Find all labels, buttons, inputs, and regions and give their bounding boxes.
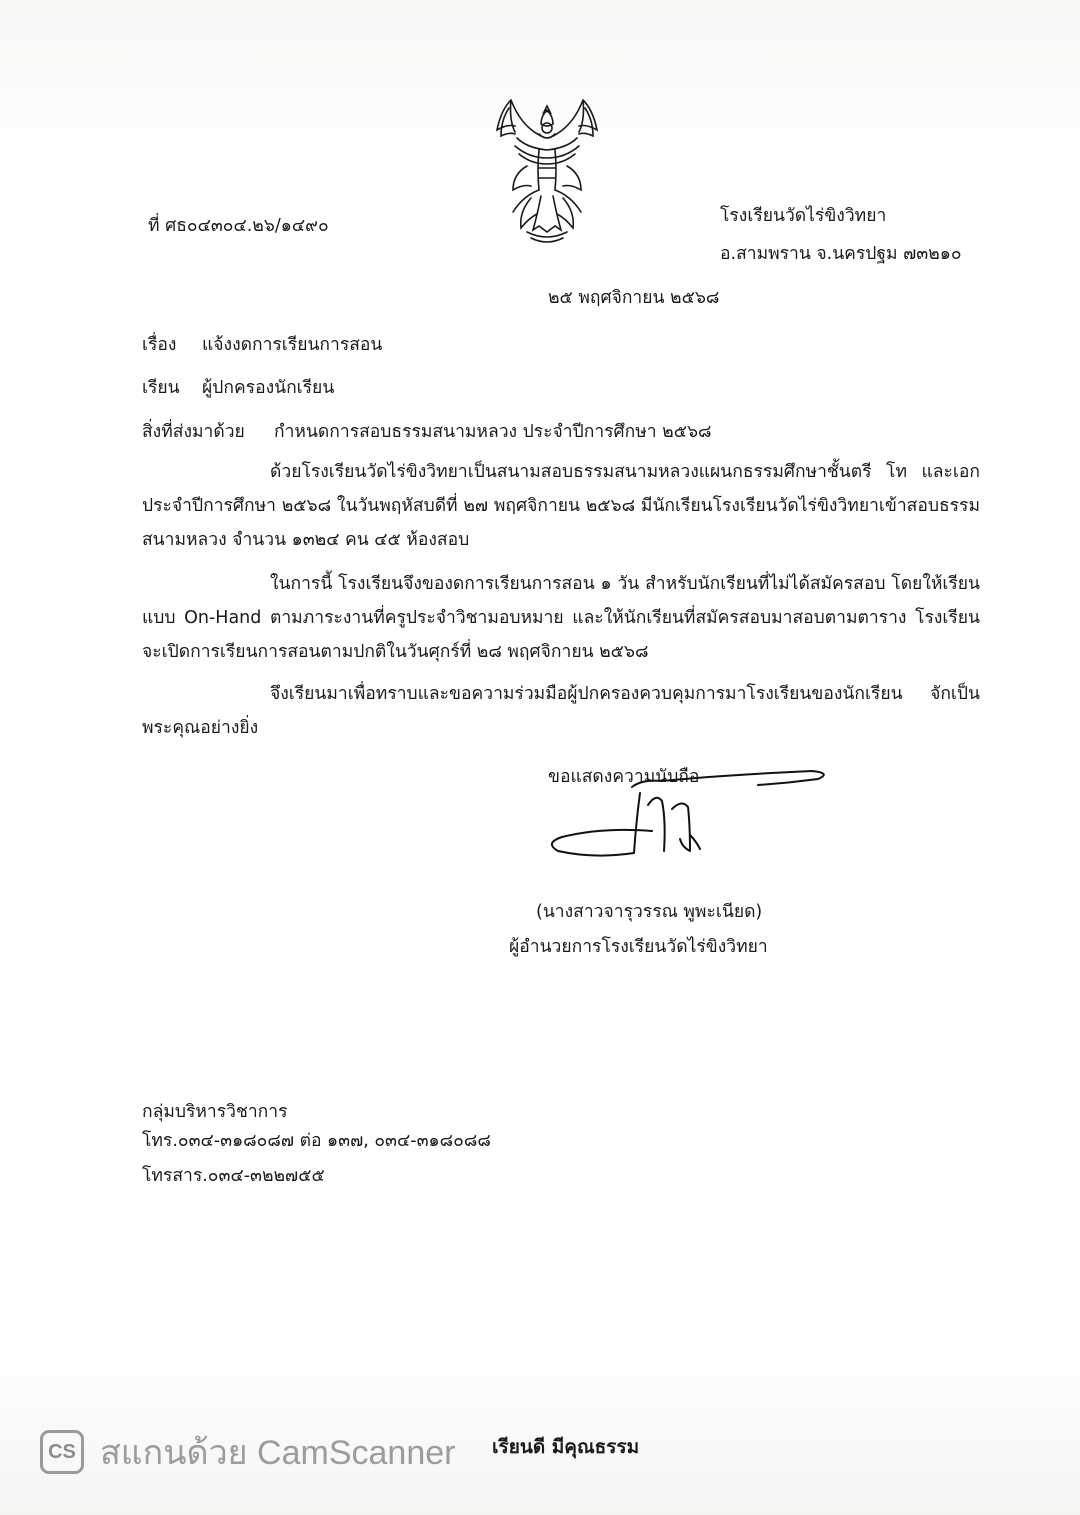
- fax-number: โทรสาร.๐๓๔-๓๒๒๗๕๕: [142, 1166, 325, 1186]
- school-name: โรงเรียนวัดไร่ขิงวิทยา: [720, 206, 887, 226]
- body-paragraph-3: จึงเรียนมาเพื่อทราบและขอความร่วมมือผู้ปกครองควบคุมการมาโรงเรียนของนักเรียน จักเป็นพระคุณอย่างยิ่ง: [142, 684, 980, 738]
- handwritten-signature: [540, 765, 840, 875]
- signer-position: ผู้อำนวยการโรงเรียนวัดไร่ขิงวิทยา: [509, 937, 768, 957]
- camscanner-logo-icon: CS: [40, 1430, 84, 1474]
- reference-number: ที่ ศธ๐๔๓๐๔.๒๖/๑๔๙๐: [148, 216, 329, 236]
- body-paragraph-1: ด้วยโรงเรียนวัดไร่ขิงวิทยาเป็นสนามสอบธรรมสนามหลวงแผนกธรรมศึกษาชั้นตรี โท และเอก ประจำปีการศึกษา ๒๕๖๘ ในวันพฤหัสบดีที่ ๒๗ พฤศจิกายน ๒๕๖๘ มีนักเรียนโรงเรียนวัดไร่ขิงวิทยาเข้าสอบธรรมสนามหลวง จำนวน ๑๓๒๔ คน ๔๕ ห้องสอบ: [142, 462, 980, 550]
- enclosure-text: กำหนดการสอบธรรมสนามหลวง ประจำปีการศึกษา ๒๕๖๘: [274, 422, 712, 442]
- camscanner-watermark: [40, 1428, 455, 1476]
- garuda-emblem-icon: [487, 88, 607, 248]
- subject-text: แจ้งงดการเรียนการสอน: [202, 335, 383, 355]
- camscanner-text: สแกนด้วย CamScanner: [100, 1434, 456, 1472]
- phone-number: โทร.๐๓๔-๓๑๘๐๘๗ ต่อ ๑๓๗, ๐๓๔-๓๑๘๐๘๘: [142, 1131, 491, 1151]
- body-paragraph-2: ในการนี้ โรงเรียนจึงของดการเรียนการสอน ๑ วัน สำหรับนักเรียนที่ไม่ได้สมัครสอบ โดยให้เรียนแบบ On-Hand ตามภาระงานที่ครูประจำวิชามอบหมาย และให้นักเรียนที่สมัครสอบมาสอบตามตาราง โรงเรียนจะเปิดการเรียนการสอนตามปกติในวันศุกร์ที่ ๒๘ พฤศจิกายน ๒๕๖๘: [142, 574, 980, 662]
- closing-text: ขอแสดงความนับถือ: [548, 767, 700, 787]
- school-motto: เรียนดี มีคุณธรรม: [492, 1436, 640, 1458]
- letter-date: ๒๕ พฤศจิกายน ๒๕๖๘: [548, 288, 720, 308]
- department-name: กลุ่มบริหารวิชาการ: [142, 1102, 288, 1122]
- subject-label: เรื่อง: [142, 335, 177, 355]
- salutation-label: เรียน: [142, 378, 180, 398]
- enclosure-label: สิ่งที่ส่งมาด้วย: [142, 422, 245, 442]
- salutation-text: ผู้ปกครองนักเรียน: [202, 378, 335, 398]
- signer-name: (นางสาวจารุวรรณ พูพะเนียด): [536, 902, 763, 922]
- school-address: อ.สามพราน จ.นครปฐม ๗๓๒๑๐: [720, 244, 962, 264]
